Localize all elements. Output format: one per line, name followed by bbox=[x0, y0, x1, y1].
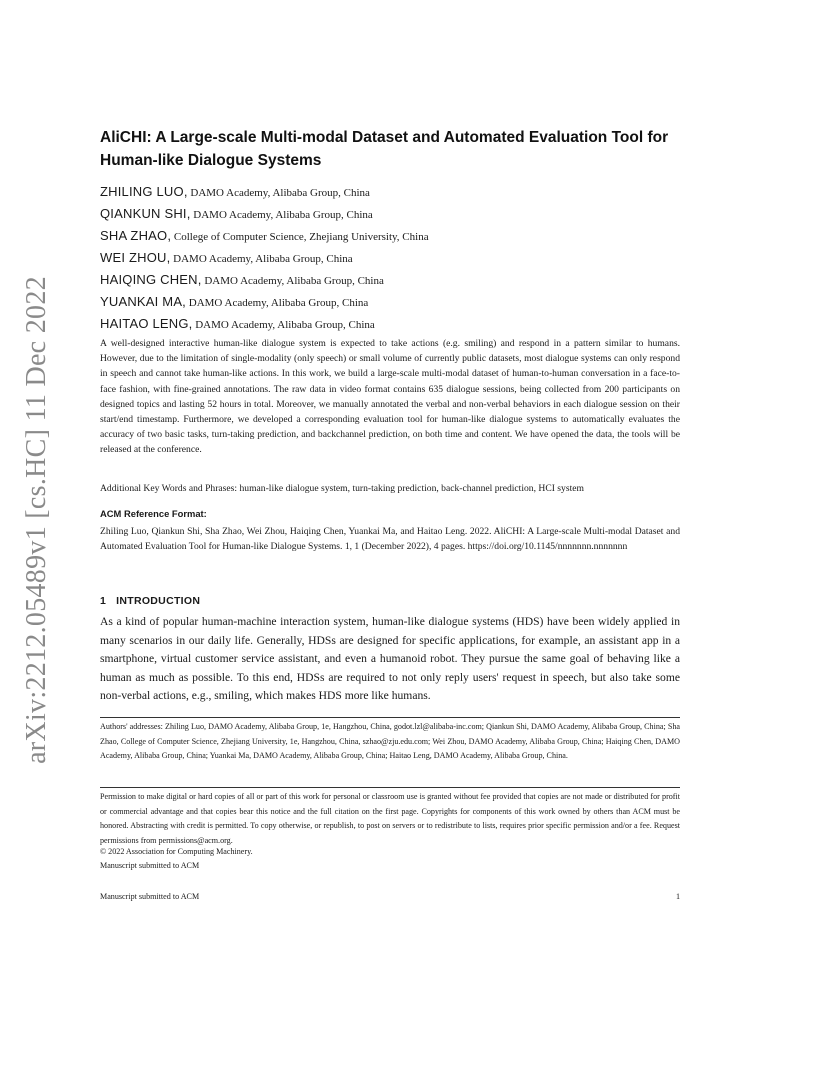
author-name: YUANKAI MA, bbox=[100, 294, 186, 309]
author-list bbox=[100, 183, 700, 337]
author-name: HAIQING CHEN, bbox=[100, 272, 202, 287]
author-entry bbox=[100, 249, 700, 271]
author-name: SHA ZHAO, bbox=[100, 228, 172, 243]
author-affiliation: DAMO Academy, Alibaba Group, China bbox=[190, 209, 373, 221]
permission-notice: Permission to make digital or hard copies of all or part of this work for personal or classroom use is granted without fee provided that copies are not made or distributed for profit or commercial advantage and that copies bear this notice and the full citation on the first page. Copyrights for components of this work owned by others than ACM must be honored. Abstracting with credit is permitted. To copy otherwise, or republish, to post on servers or to redistribute to lists, requires prior specific permission and/or a fee. Request permissions from permissions@acm.org. bbox=[100, 792, 680, 845]
manuscript-note: Manuscript submitted to ACM bbox=[100, 861, 200, 870]
author-name: QIANKUN SHI, bbox=[100, 206, 191, 221]
author-name: WEI ZHOU, bbox=[100, 250, 171, 265]
footnote-divider bbox=[100, 717, 680, 718]
paper-title: AliCHI: A Large-scale Multi-modal Dataset and Automated Evaluation Tool for Human-like Dialogue Systems bbox=[100, 129, 669, 169]
author-name: ZHILING LUO, bbox=[100, 184, 188, 199]
abstract: A well-designed interactive human-like dialogue system is expected to take actions (e.g. smiling) and respond in a pattern similar to humans. However, due to the limitation of single-modality (only speech) or small volume of currently public datasets, most dialogue systems can only respond in speech and cannot take human-like actions. In this work, we build a large-scale multi-modal dataset of human-to-human conversation in a face-to-face fashion, with fine-grained annotations. The raw data in video format contains 635 dialogue sessions, being collected from 200 participants on designed topics and lasting 52 hours in total. Moreover, we manually annotated the verbal and non-verbal behaviors in each dialogue session on their start/end timestamp. Furthermore, we developed a corresponding evaluation tool for human-like dialogue systems to automatically evaluates the accuracy of two basic tasks, turn-taking prediction, and backchannel prediction, on both time and content. We have opened the data, the tools will be released at the conference. bbox=[100, 338, 680, 456]
section-number: 1 bbox=[100, 595, 107, 607]
arxiv-stamp bbox=[21, 276, 52, 764]
author-affiliation: DAMO Academy, Alibaba Group, China bbox=[186, 297, 369, 309]
keywords: Additional Key Words and Phrases: human-like dialogue system, turn-taking prediction, back-channel prediction, HCI system bbox=[100, 483, 584, 494]
acm-reference-heading: ACM Reference Format: bbox=[100, 508, 207, 519]
author-affiliation: College of Computer Science, Zhejiang University, China bbox=[171, 231, 429, 243]
introduction-paragraph: As a kind of popular human-machine interaction system, human-like dialogue systems (HDS) have been widely applied in many scenarios in our daily life. Generally, HDSs are designed for specific applications, for example, an assistant app in a smartphone, virtual customer service assistant, and even a humanoid robot. They pursue the same goal of behaving like a human as much as possible. To this end, HDSs are required to not only reply users' request in speech, but also take some non-verbal actions, e.g., smiling, which makes HDS more like humans. bbox=[100, 615, 680, 703]
author-entry bbox=[100, 315, 700, 337]
acm-reference-text: Zhiling Luo, Qiankun Shi, Sha Zhao, Wei Zhou, Haiqing Chen, Yuankai Ma, and Haitao Leng. 2022. AliCHI: A Large-scale Multi-modal Dataset and Automated Evaluation Tool for Human-like Dialogue Systems. 1, 1 (December 2022), 4 pages. https://doi.org/10.1145/nnnnnnn.nnnnnnn bbox=[100, 526, 680, 553]
author-entry bbox=[100, 205, 700, 227]
arxiv-stamp-text: arXiv:2212.05489v1 [cs.HC] 11 Dec 2022 bbox=[21, 276, 52, 764]
author-affiliation: DAMO Academy, Alibaba Group, China bbox=[187, 187, 370, 199]
author-entry bbox=[100, 293, 700, 315]
author-entry bbox=[100, 227, 700, 249]
authors-addresses: Authors' addresses: Zhiling Luo, DAMO Academy, Alibaba Group, 1e, Hangzhou, China, godot.lzl@alibaba-inc.com; Qiankun Shi, DAMO Academy, Alibaba Group, China; Sha Zhao, College of Computer Science, Zhejiang University, 1e, Hangzhou, China, szhao@zju.edu.com; Wei Zhou, DAMO Academy, Alibaba Group, China; Haiqing Chen, DAMO Academy, Alibaba Group, China; Yuankai Ma, DAMO Academy, Alibaba Group, China; Haitao Leng, DAMO Academy, Alibaba Group, China. bbox=[100, 722, 680, 761]
section-title: INTRODUCTION bbox=[116, 595, 201, 607]
author-affiliation: DAMO Academy, Alibaba Group, China bbox=[201, 275, 384, 287]
permission-divider bbox=[100, 787, 680, 788]
copyright-notice: © 2022 Association for Computing Machinery. bbox=[100, 847, 253, 856]
footer-left: Manuscript submitted to ACM bbox=[100, 892, 200, 901]
page-number: 1 bbox=[675, 892, 680, 901]
section-heading bbox=[100, 595, 200, 607]
author-affiliation: DAMO Academy, Alibaba Group, China bbox=[170, 253, 353, 265]
author-entry bbox=[100, 271, 700, 293]
author-entry bbox=[100, 183, 700, 205]
author-affiliation: DAMO Academy, Alibaba Group, China bbox=[192, 319, 375, 331]
author-name: HAITAO LENG, bbox=[100, 316, 193, 331]
